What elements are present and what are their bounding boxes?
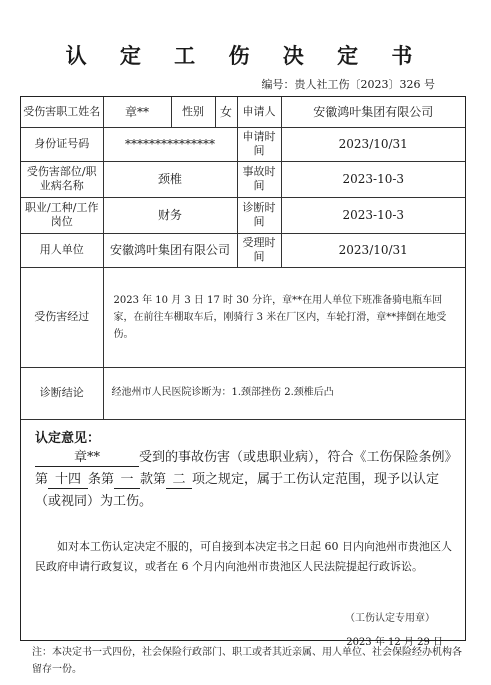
opinion-heading: 认定意见： [35,431,101,446]
appeal-notice: 如对本工伤认定决定不服的，可自接到本决定书之日起 60 日内向池州市贵池区人民政府申请行政复议，或者在 6 个月内向池州市贵池区人民法院提起行政诉讼。 [35,540,452,573]
decision-date: 2023 年 12 月 29 日 [346,637,443,648]
table-row [21,97,465,127]
table-row [21,233,465,267]
table-row [21,197,465,233]
id-label: 身份证号码 [21,127,103,161]
injured-label: 受伤害职工姓名 [21,97,103,127]
job-value: 财务 [103,197,237,233]
clause-number: 一 [114,472,140,489]
id-value: *************** [103,127,237,161]
part-value: 颈椎 [103,161,237,197]
seal-label: （工伤认定专用章） [345,613,435,624]
job-label: 职业/工种/工作岗位 [21,197,103,233]
injured-value: 章** [103,97,171,127]
table-row [21,127,465,161]
opinion-text-1: 受到的事故伤害（或患职业病），符合《工伤保险条例》第 [35,450,452,487]
diagnosis-time-label: 诊断时间 [237,197,281,233]
diagnosis-label: 诊断结论 [21,367,103,419]
table-row [21,161,465,197]
diagnosis-value: 经池州市人民医院诊断为：1.颈部挫伤 2.颈椎后凸 [103,367,465,419]
document-title: 认 定 工 伤 决 定 书 [65,44,426,68]
applicant-value: 安徽鸿叶集团有限公司 [281,97,465,127]
article-number: 十四 [48,472,88,489]
accept-time-value: 2023/10/31 [281,233,465,267]
opinion-text-3: 款第 [140,472,167,487]
table-row [21,367,465,419]
gender-label: 性别 [171,97,215,127]
process-label: 受伤害经过 [21,267,103,367]
opinion-text [35,447,453,513]
accept-time-label: 受理时间 [237,233,281,267]
process-value: 2023 年 10 月 3 日 17 时 30 分许，章**在用人单位下班准备骑电瓶车回家，在前往车棚取车后，刚骑行 3 米在厂区内，车轮打滑，章**摔倒在地受伤。 [103,267,465,367]
employer-value: 安徽鸿叶集团有限公司 [103,233,237,267]
footnote: 注：本决定书一式四份，社会保险行政部门、职工或者其近亲属、用人单位、社会保险经办机构各留存一份。 [32,647,462,675]
decision-form [20,96,466,648]
info-table [21,97,465,420]
item-number: 二 [166,472,192,489]
apply-time-label: 申请时间 [237,127,281,161]
accident-time-value: 2023-10-3 [281,161,465,197]
apply-time-value: 2023/10/31 [281,127,465,161]
worker-name: 章** [35,450,139,467]
employer-label: 用人单位 [21,233,103,267]
applicant-label: 申请人 [237,97,281,127]
gender-value: 女 [215,97,237,127]
part-label: 受伤害部位/职业病名称 [21,161,103,197]
opinion-text-4: 项之规定，属于工伤认定范围，现予以认定（或视同）为工伤。 [35,472,440,509]
opinion-text-2: 条第 [88,472,115,487]
accident-time-label: 事故时间 [237,161,281,197]
diagnosis-time-value: 2023-10-3 [281,197,465,233]
table-row [21,267,465,367]
document-number: 编号：贵人社工伤〔2023〕326 号 [261,78,435,91]
